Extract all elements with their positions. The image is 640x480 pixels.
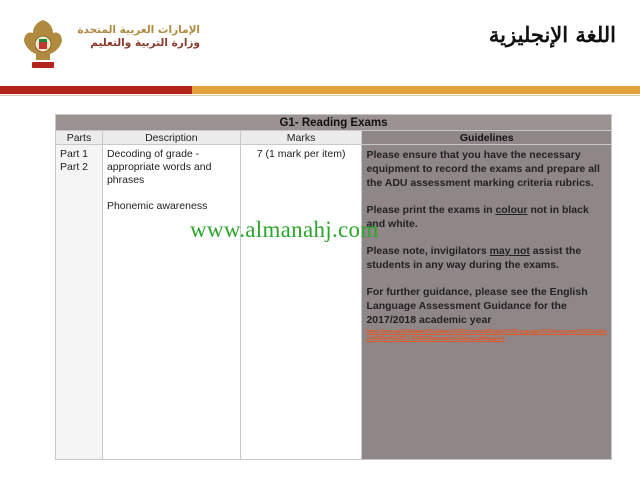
guideline-invigilators-may-not: may not: [489, 245, 530, 257]
parts-cell: [56, 145, 103, 460]
part-1: Part 1: [60, 148, 89, 160]
guideline-print-text-1: Please print the exams in: [366, 204, 496, 216]
column-header-guidelines: Guidelines: [362, 131, 612, 145]
description-item-2: Phonemic awareness: [106, 200, 208, 212]
marks-cell: [240, 145, 362, 460]
column-header-marks: Marks: [240, 131, 362, 145]
uae-falcon-emblem-icon: [22, 18, 64, 70]
divider-line: [0, 95, 640, 96]
guideline-print-text-2: not in black and white.: [366, 204, 589, 230]
guideline-print: [366, 203, 607, 231]
guideline-invigilators: [366, 244, 607, 272]
part-2: Part 2: [60, 161, 89, 173]
description-cell: [102, 145, 240, 460]
table-title: G1- Reading Exams: [56, 115, 612, 131]
guidance-link[interactable]: https://moe.ae/Al-Mawarid/Guidance%20Document/English%20Language%20Assessment%20Guidance%20for%202017-2018%20academic%20year.pdf#page=1: [366, 329, 607, 342]
ministry-line-2: وزارة التربية والتعليم: [90, 37, 200, 49]
ministry-line-1: الإمارات العربية المتحدة: [77, 24, 200, 36]
reading-exams-table: [55, 114, 612, 460]
header: [0, 0, 640, 86]
ministry-name: [70, 24, 200, 50]
guideline-equipment: Please ensure that you have the necessary equipment to record the exams and prepare all the ADU assessment marking criteria rubrics.: [366, 149, 600, 189]
description-item-1: Decoding of grade - appropriate words and phrases: [106, 148, 212, 186]
guideline-invigilators-text-2: assist the students in any way during the exams.: [366, 245, 582, 271]
guideline-further-guidance: For further guidance, please see the English Language Assessment Guidance for the 2017/2018 academic year: [366, 286, 588, 326]
watermark: www.almanahj.com: [190, 217, 379, 242]
divider-gold: [192, 86, 640, 94]
column-header-parts: Parts: [56, 131, 103, 145]
guideline-print-colour: colour: [495, 204, 528, 216]
subject-title: اللغة الإنجليزية: [488, 22, 616, 47]
marks-value: 7 (1 mark per item): [256, 148, 346, 160]
guidelines-cell: [362, 145, 612, 460]
divider-red: [0, 86, 192, 94]
column-header-description: Description: [102, 131, 240, 145]
guideline-invigilators-text-1: Please note, invigilators: [366, 245, 490, 257]
